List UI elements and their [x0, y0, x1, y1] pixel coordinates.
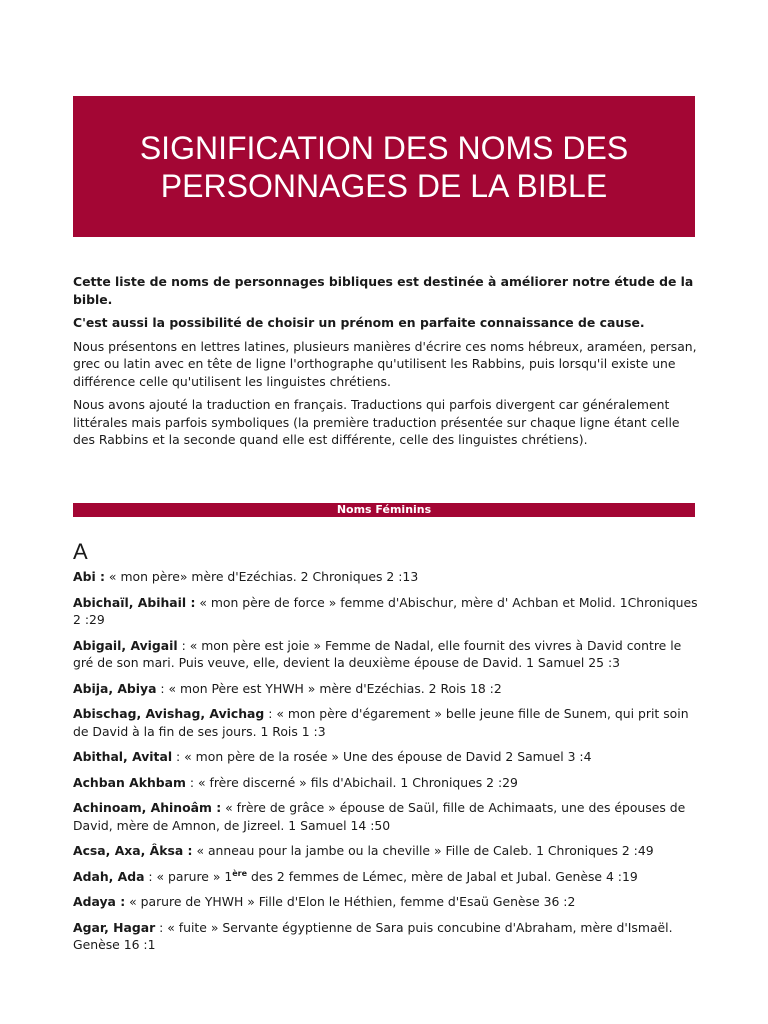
section-header-feminine-names: Noms Féminins	[73, 503, 695, 517]
list-item	[73, 594, 699, 629]
entry-text: : « frère discerné » fils d'Abichail. 1 Chroniques 2 :29	[185, 774, 518, 790]
entry-text: « anneau pour la jambe ou la cheville » Fille de Caleb. 1 Chroniques 2 :49	[192, 843, 654, 858]
entry-text-before: : « parure » 1	[144, 868, 233, 884]
name-entry-list	[73, 568, 699, 962]
entry-text: « mon père de force » femme d'Abischur, mère d' Achban et Molid. 1Chroniques 2 :29	[73, 594, 698, 627]
entry-name: Abichaïl, Abihail :	[73, 594, 196, 610]
entry-text: : « mon père d'égarement » belle jeune fille de Sunem, qui prit soin de David à la fin de ses jours. 1 Rois 1 :3	[73, 706, 689, 739]
list-item	[73, 748, 699, 766]
letter-heading: A	[73, 539, 88, 564]
title-line-1: SIGNIFICATION DES NOMS DES	[139, 129, 629, 166]
entry-name: Abigail, Avigail	[73, 637, 178, 653]
entry-text: : « fuite » Servante égyptienne de Sara puis concubine d'Abraham, mère d'Ismaël. Genèse 16 :1	[73, 919, 673, 952]
list-item	[73, 868, 699, 886]
list-item	[73, 774, 699, 792]
intro-paragraph-1: Cette liste de noms de personnages bibliques est destinée à améliorer notre étude de la bible.	[73, 274, 694, 307]
list-item	[73, 680, 699, 698]
entry-name: Adaya :	[73, 894, 126, 909]
entry-name: Acsa, Axa, Âksa :	[73, 843, 193, 858]
entry-name: Abi :	[73, 569, 105, 584]
list-item	[73, 893, 699, 911]
entry-text: : « mon Père est YHWH » mère d'Ezéchias. 2 Rois 18 :2	[156, 680, 502, 696]
entry-name: Adah, Ada	[73, 868, 145, 884]
list-item	[73, 568, 699, 586]
entry-name: Achban Akhbam	[73, 774, 186, 790]
list-item	[73, 705, 699, 740]
entry-text: : « mon père de la rosée » Une des épouse de David 2 Samuel 3 :4	[172, 749, 592, 764]
entry-text: : « mon père est joie » Femme de Nadal, elle fournit des vivres à David contre le gré de son mari. Puis veuve, elle, devient la deuxième épouse de David. 1 Samuel 25 :3	[73, 637, 682, 670]
entry-name: Agar, Hagar	[73, 919, 156, 935]
page-title	[140, 129, 628, 205]
title-line-2: PERSONNAGES DE LA BIBLE	[160, 167, 608, 204]
entry-name: Abischag, Avishag, Avichag	[73, 706, 265, 721]
list-item	[73, 799, 699, 834]
title-banner	[73, 96, 695, 237]
intro-paragraph-4: Nous avons ajouté la traduction en français. Traductions qui parfois divergent car généralement littérales mais parfois symboliques (la première traduction présentée sur chaque ligne étant celle des Rabbins et la seconde quand elle est différente, celle des linguistes chrétiens).	[73, 397, 680, 447]
intro-section	[73, 273, 699, 455]
entry-name: Achinoam, Ahinoâm :	[73, 800, 222, 815]
intro-paragraph-2: C'est aussi la possibilité de choisir un prénom en parfaite connaissance de cause.	[73, 315, 645, 330]
entry-text: « frère de grâce » épouse de Saül, fille de Achimaats, une des épouses de David, mère de Amnon, de Jizreel. 1 Samuel 14 :50	[73, 800, 686, 833]
entry-name: Abithal, Avital	[73, 749, 173, 764]
list-item	[73, 842, 699, 860]
entry-text: « parure de YHWH » Fille d'Elon le Héthien, femme d'Esaü Genèse 36 :2	[125, 894, 576, 909]
list-item	[73, 919, 699, 954]
entry-text: « mon père» mère d'Ezéchias. 2 Chroniques 2 :13	[104, 569, 419, 584]
intro-paragraph-3: Nous présentons en lettres latines, plusieurs manières d'écrire ces noms hébreux, araméen, persan, grec ou latin avec en tête de ligne l'orthographe qu'utilisent les Rabbins, puis lorsqu'il existe une différence celle qu'utilisent les linguistes chrétiens.	[73, 338, 697, 389]
ordinal-superscript: ère	[232, 868, 248, 878]
list-item	[73, 637, 699, 672]
entry-name: Abija, Abiya	[73, 680, 157, 696]
entry-text: des 2 femmes de Lémec, mère de Jabal et Jubal. Genèse 4 :19	[247, 868, 638, 884]
